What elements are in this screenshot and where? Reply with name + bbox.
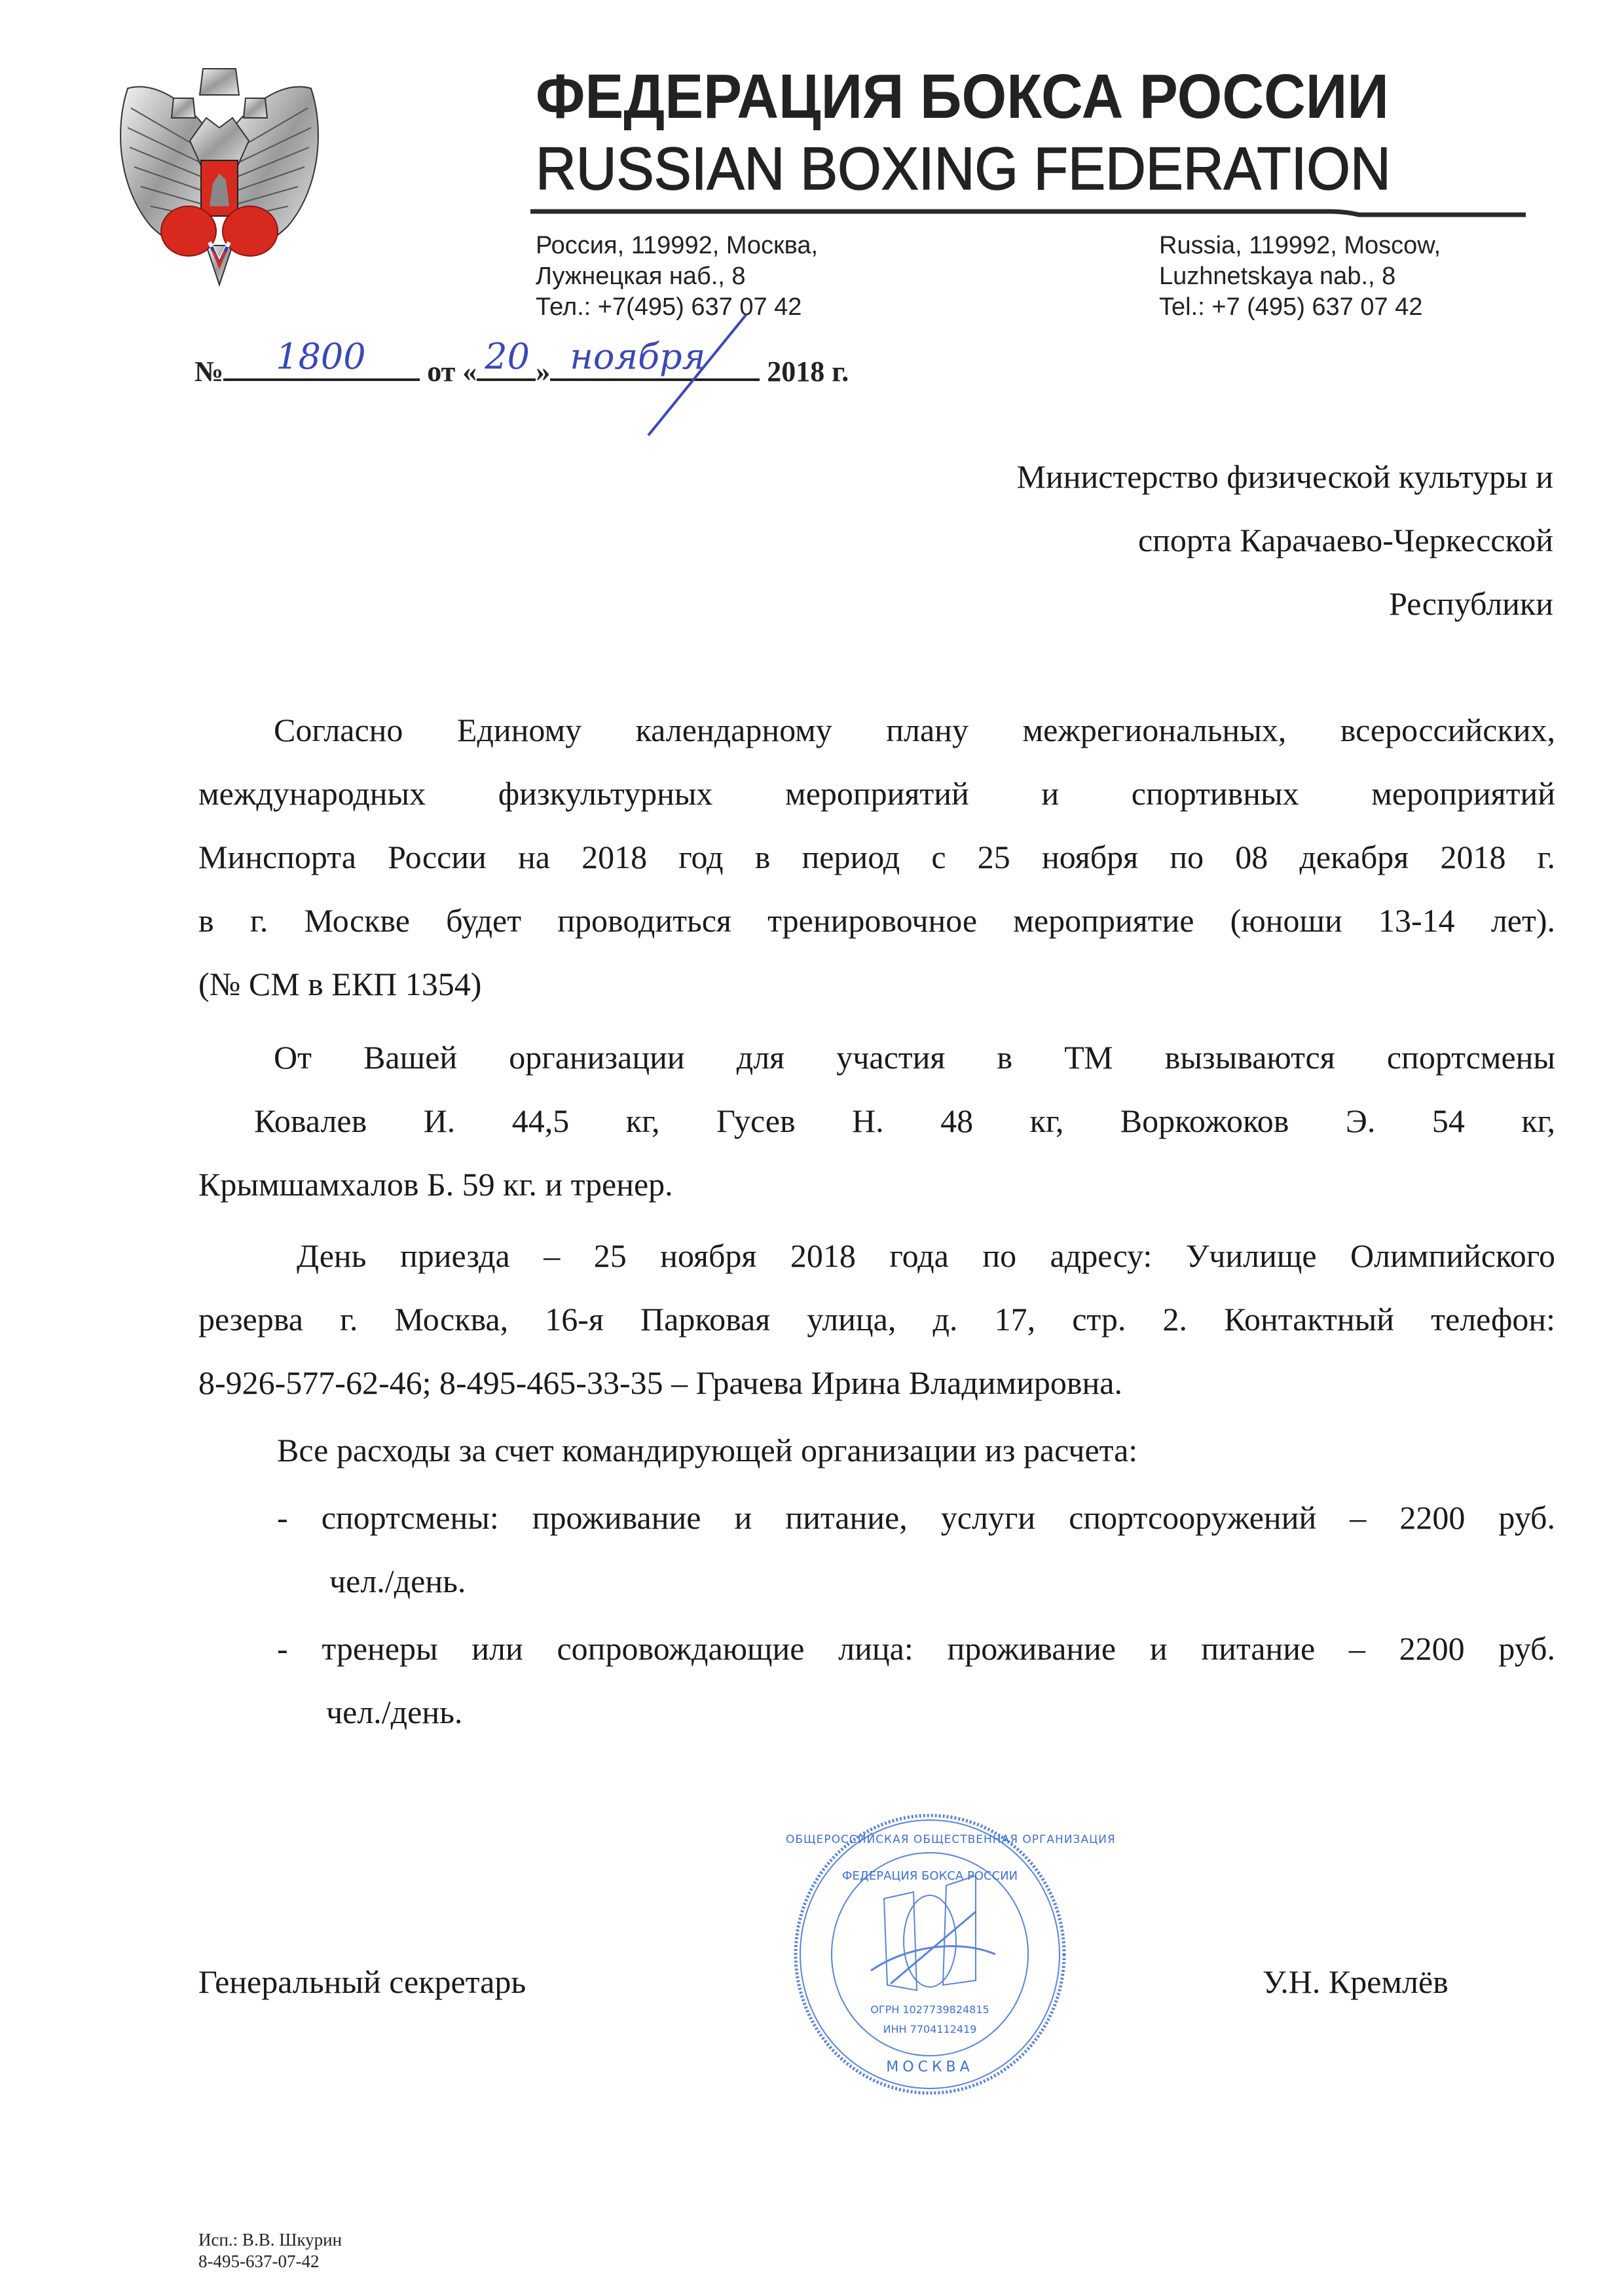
official-stamp: [786, 1807, 1116, 2102]
handwritten-number: 1800: [276, 336, 366, 377]
expenses-intro: Все расходы за счет командирующей организации из расчета:: [277, 1432, 1138, 1468]
address-ru-line: Лужнецкая наб., 8: [536, 263, 746, 290]
handwritten-month: ноября: [570, 336, 706, 377]
stamp-city: МОСКВА: [886, 2059, 974, 2075]
expense-item: - спортсмены: проживание и питание, услуги спортсооружений – 2200 руб.: [277, 1499, 1555, 1536]
address-en-line: Russia, 119992, Moscow,: [1159, 232, 1441, 259]
body-line: Согласно Единому календарному плану межрегиональных, всероссийских,: [274, 712, 1555, 748]
number-label: №: [194, 355, 224, 388]
body-line: (№ СМ в ЕКП 1354): [198, 966, 482, 1002]
body-line: в г. Москве будет проводиться тренировочное мероприятие (юноши 13-14 лет).: [198, 902, 1555, 939]
body-line: День приезда – 25 ноября 2018 года по адресу: Училище Олимпийского: [297, 1237, 1555, 1274]
executor-phone: 8-495-637-07-42: [198, 2251, 320, 2271]
address-en-line: Luzhnetskaya nab., 8: [1159, 263, 1396, 290]
addressee-line: спорта Карачаево-Черкесской: [1137, 522, 1553, 558]
handwritten-day: 20: [485, 336, 530, 377]
signatory-name: У.Н. Кремлёв: [1263, 1963, 1449, 2000]
stamp-inn: ИНН 7704112419: [883, 2023, 977, 2035]
address-ru-line: Россия, 119992, Москва,: [536, 232, 819, 259]
expense-item: - тренеры или сопровождающие лица: проживание и питание – 2200 руб.: [277, 1630, 1555, 1667]
body-line: резерва г. Москва, 16-я Парковая улица, д. 17, стр. 2. Контактный телефон:: [198, 1301, 1555, 1338]
body-line: Крымшамхалов Б. 59 кг. и тренер.: [198, 1166, 673, 1203]
stamp-inner-text: ФЕДЕРАЦИЯ БОКСА РОССИИ: [841, 1869, 1018, 1883]
address-ru-phone: Тел.: +7(495) 637 07 42: [536, 293, 802, 321]
stamp-ogrn: ОГРН 1027739824815: [870, 2003, 989, 2016]
org-name-en: RUSSIAN BOXING FEDERATION: [536, 136, 1391, 202]
executor-name: Исп.: В.В. Шкурин: [198, 2230, 342, 2250]
stamp-seal-icon: [786, 1807, 1116, 2102]
body-line: международных физкультурных мероприятий и спортивных мероприятий: [198, 775, 1555, 812]
year-suffix: 2018 г.: [767, 355, 849, 388]
close-quote: »: [536, 355, 551, 388]
stamp-outer-text: ОБЩЕРОССИЙСКАЯ ОБЩЕСТВЕННАЯ ОРГАНИЗАЦИЯ: [786, 1833, 1116, 1846]
body-line: От Вашей организации для участия в ТМ вызываются спортсмены: [274, 1039, 1555, 1076]
body-line: Минспорта России на 2018 год в период с 25 ноября по 08 декабря 2018 г.: [198, 839, 1555, 875]
open-quote: «: [462, 355, 477, 388]
address-en-phone: Tel.: +7 (495) 637 07 42: [1159, 293, 1423, 321]
signatory-title: Генеральный секретарь: [198, 1963, 526, 2000]
org-name-ru: ФЕДЕРАЦИЯ БОКСА РОССИИ: [536, 62, 1389, 132]
expense-item-cont: чел./день.: [329, 1563, 466, 1599]
executor-footer: [198, 2229, 342, 2272]
date-from-label: от: [427, 355, 456, 388]
body-line: 8-926-577-62-46; 8-495-465-33-35 – Грачева Ирина Владимировна.: [198, 1364, 1122, 1401]
addressee-line: Министерство физической культуры и: [1016, 458, 1553, 495]
expense-item-cont: чел./день.: [326, 1694, 463, 1730]
addressee-line: Республики: [1389, 585, 1553, 622]
body-line: Ковалев И. 44,5 кг, Гусев Н. 48 кг, Воркожоков Э. 54 кг,: [254, 1102, 1555, 1139]
